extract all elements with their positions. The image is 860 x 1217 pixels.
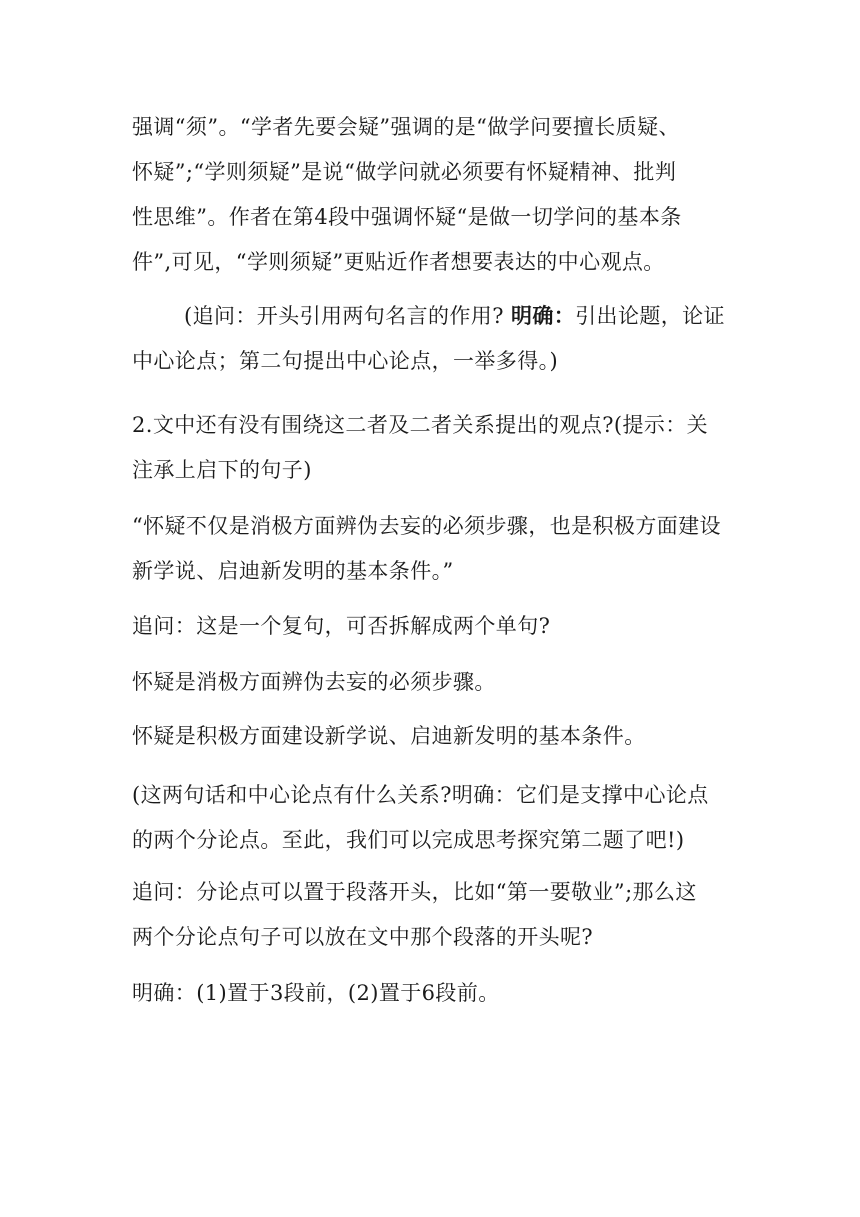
paragraph-followup-quote-function — [132, 294, 732, 384]
paragraph-quote-doubt — [132, 504, 732, 594]
text-line: 2.文中还有没有围绕这二者及二者关系提出的观点?(提示：关 — [132, 413, 709, 437]
text-line — [132, 294, 732, 339]
text-line: 追问：分论点可以置于段落开头，比如“第一要敬业”;那么这 — [132, 880, 697, 904]
answer-text: 引出论题，论证 — [575, 304, 725, 328]
text-line: 强调“须”。“学者先要会疑”强调的是“做学问要擅长质疑、 — [132, 115, 680, 139]
text-line: 两个分论点句子可以放在文中那个段落的开头呢? — [132, 925, 594, 949]
text-line: 中心论点；第二句提出中心论点，一举多得。) — [132, 349, 559, 373]
paragraph-followup-compound-sentence — [132, 604, 732, 649]
paragraph-central-argument-explanation — [132, 105, 732, 285]
text-line: 怀疑是消极方面辨伪去妄的必须步骤。 — [132, 670, 496, 694]
text-line: “怀疑不仅是消极方面辨伪去妄的必须步骤，也是积极方面建设 — [132, 514, 721, 538]
text-line: 件”,可见，“学则须疑”更贴近作者想要表达的中心观点。 — [132, 250, 665, 274]
text-line: 的两个分论点。至此，我们可以完成思考探究第二题了吧!) — [132, 828, 685, 852]
text-line: 怀疑”;“学则须疑”是说“做学问就必须要有怀疑精神、批判 — [132, 160, 677, 184]
text-line: (这两句话和中心论点有什么关系?明确：它们是支撑中心论点 — [132, 783, 709, 807]
text-line: 性思维”。作者在第4段中强调怀疑“是做一切学问的基本条 — [132, 205, 682, 229]
text-line: 怀疑是积极方面建设新学说、启迪新发明的基本条件。 — [132, 724, 646, 748]
paragraph-simple-sentence-2 — [132, 714, 732, 759]
paragraph-followup-placement — [132, 870, 732, 960]
text-line: 追问：这是一个复句，可否拆解成两个单句? — [132, 614, 551, 638]
answer-label: 明确： — [510, 304, 576, 328]
paragraph-simple-sentence-1 — [132, 660, 732, 705]
paragraph-question-2 — [132, 403, 732, 493]
text-line: 新学说、启迪新发明的基本条件。” — [132, 559, 454, 583]
paragraph-relation-answer — [132, 773, 732, 863]
text-line: 注承上启下的句子) — [132, 458, 312, 482]
text-line: 明确：(1)置于3段前，(2)置于6段前。 — [132, 981, 500, 1005]
followup-question: (追问：开头引用两句名言的作用? — [184, 304, 511, 328]
paragraph-placement-answer — [132, 971, 732, 1016]
